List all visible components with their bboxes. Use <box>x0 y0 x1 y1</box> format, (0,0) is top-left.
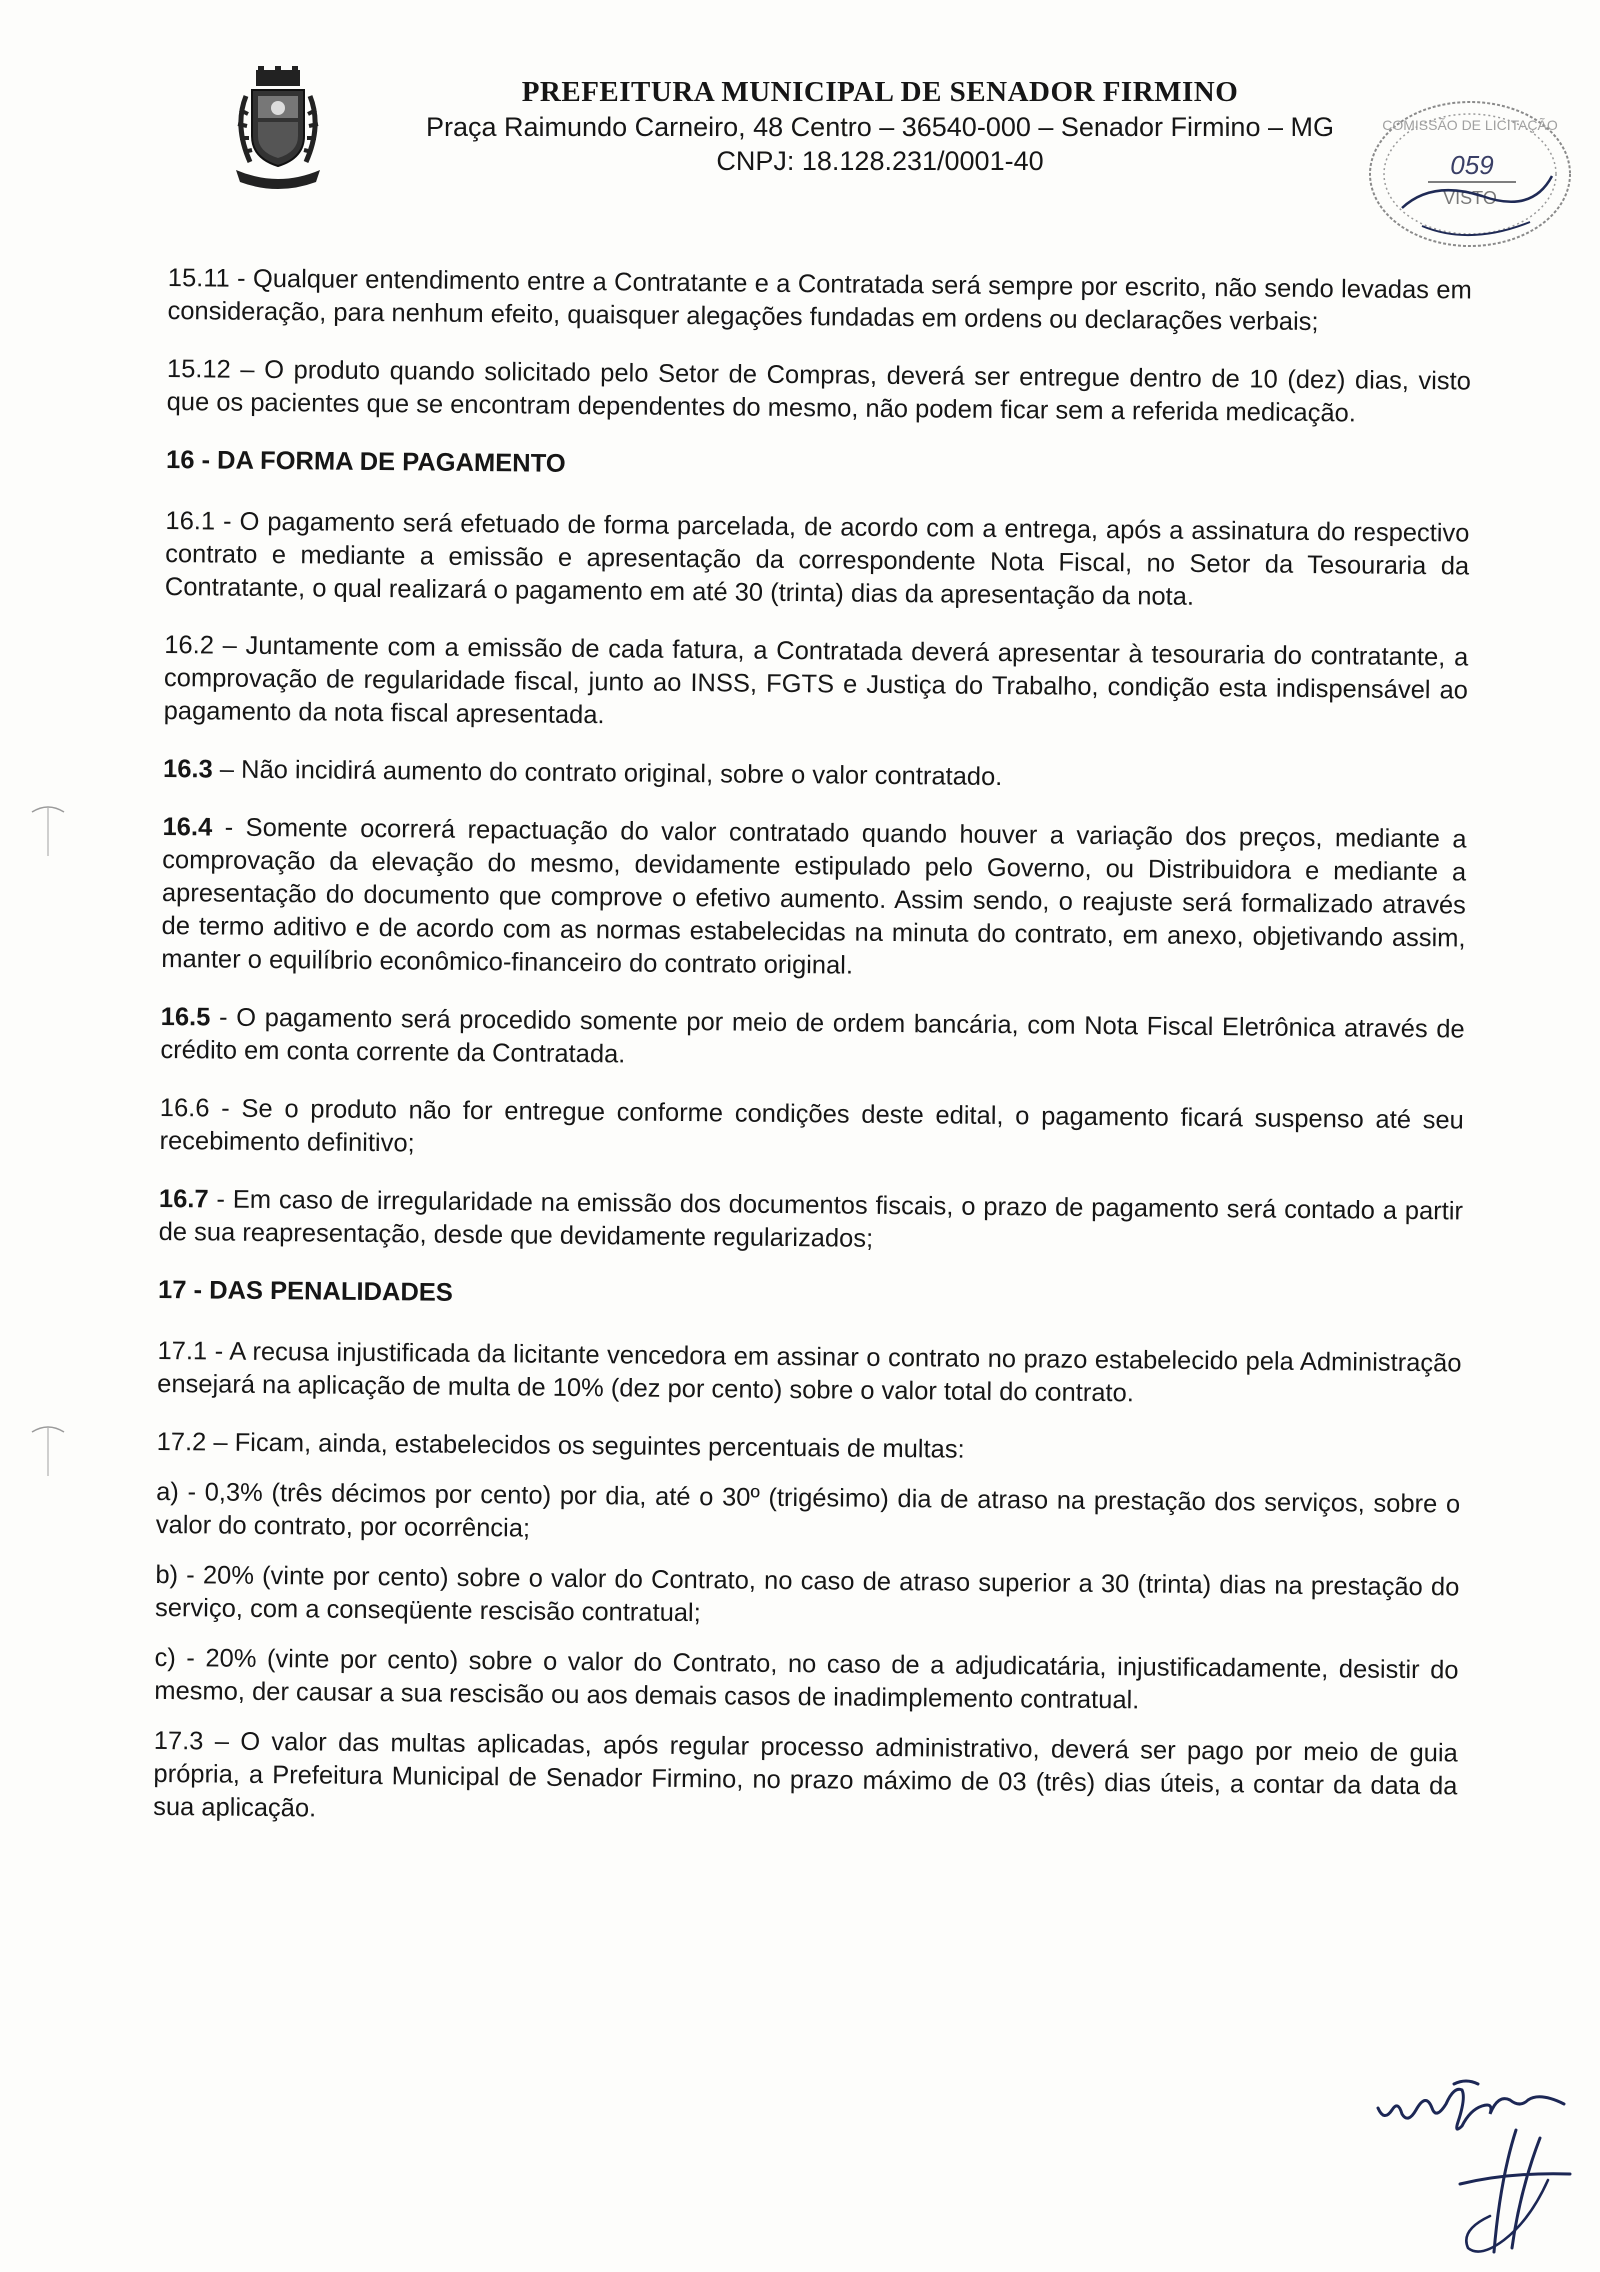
section-heading-17: 17 - DAS PENALIDADES <box>157 1275 453 1307</box>
clause-16-7: 16.7 - Em caso de irregularidade na emissão dos documentos fiscais, o prazo de pagamento será contado a partir de sua reapresentação, desde que devidamente regularizados; <box>158 1184 1464 1253</box>
commission-stamp <box>1362 96 1576 256</box>
municipality-name: PREFEITURA MUNICIPAL DE SENADOR FIRMINO <box>521 76 1239 108</box>
clause-17-2: 17.2 – Ficam, ainda, estabelecidos os seguintes percentuais de multas: <box>156 1427 965 1464</box>
stamp-number: 059 <box>1450 150 1494 180</box>
clause-17-1: 17.1 - A recusa injustificada da licitante vencedora em assinar o contrato no prazo estabelecido pela Administração ensejará na aplicação de multa de 10% (dez por cento) sobre o valor total do contrato. <box>157 1336 1462 1408</box>
clause-17-2-a: a) - 0,3% (três décimos por cento) por dia, até o 30º (trigésimo) dia de atraso na prestação dos serviços, sobre o valor do contrato, por ocorrência; <box>155 1477 1461 1543</box>
stamp-word: VISTO <box>1443 188 1497 208</box>
clause-15-11: 15.11 - Qualquer entendimento entre a Contratante e a Contratada será sempre por escrito, não sendo levadas em consideração, para nenhum efeito, quaisquer alegações fundadas em ordens ou declarações verbais; <box>167 263 1472 337</box>
clause-16-3: 16.3 – Não incidirá aumento do contrato original, sobre o valor contratado. <box>162 754 1003 792</box>
letterhead <box>0 0 1600 230</box>
municipality-cnpj: CNPJ: 18.128.231/0001-40 <box>716 146 1044 176</box>
municipality-address: Praça Raimundo Carneiro, 48 Centro – 36540-000 – Senador Firmino – MG <box>426 112 1334 142</box>
letterhead-text <box>380 74 1380 178</box>
punch-mark-icon <box>28 1420 68 1480</box>
clause-16-6: 16.6 - Se o produto não for entregue conforme condições deste edital, o pagamento ficará suspenso até seu recebimento definitivo; <box>159 1093 1464 1158</box>
clause-17-2-b: b) - 20% (vinte por cento) sobre o valor do Contrato, no caso de atraso superior a 30 (trinta) dias na prestação do serviço, com a conseqüente rescisão contratual; <box>154 1560 1460 1628</box>
municipal-coat-of-arms-icon <box>228 66 328 196</box>
clause-17-3: 17.3 – O valor das multas aplicadas, após regular processo administrativo, deverá ser pago por meio de guia própria, a Prefeitura Municipal de Senador Firmino, no prazo máximo de 03 (três) dias úteis, a contar da data da sua aplicação. <box>153 1726 1458 1823</box>
clause-16-4: 16.4 - Somente ocorrerá repactuação do valor contratado quando houver a variação dos preços, mediante a comprovação da elevação do mesmo, devidamente estipulado pelo Governo, ou Distribuidora e mediante a apresentação do documento que comprove o efetivo aumento. Assim sendo, o reajuste será formalizado através de termo aditivo e de acordo com as normas estabelecidas na minuta do contrato, em anexo, objetivando assim, manter o equilíbrio econômico-financeiro do contrato original. <box>161 812 1467 980</box>
clause-16-2: 16.2 – Juntamente com a emissão de cada fatura, a Contratada deverá apresentar à tesouraria do contratante, a comprovação de regularidade fiscal, junto ao INSS, FGTS e Justiça do Trabalho, condição esta indispensável ao pagamento da nota fiscal apresentada. <box>163 630 1469 730</box>
document-body <box>153 262 1472 1861</box>
stamp-ring-text: COMISSÃO DE LICITAÇÃO <box>1382 117 1558 133</box>
punch-mark-icon <box>28 800 68 860</box>
clause-17-2-c: c) - 20% (vinte por cento) sobre o valor do Contrato, no caso de a adjudicatária, injustificadamente, desistir do mesmo, der causar a sua rescisão ou aos demais casos de inadimplemento contratual. <box>154 1643 1459 1715</box>
clause-16-5: 16.5 - O pagamento será procedido somente por meio de ordem bancária, com Nota Fiscal Eletrônica através de crédito em conta corrente da Contratada. <box>160 1002 1465 1069</box>
handwritten-initial-signature-icon <box>1420 2120 1580 2260</box>
section-heading-16: 16 - DA FORMA DE PAGAMENTO <box>165 445 566 478</box>
clause-15-12: 15.12 – O produto quando solicitado pelo Setor de Compras, deverá ser entregue dentro de 10 (dez) dias, visto que os pacientes que se encontram dependentes do mesmo, não podem ficar sem a referida medicação. <box>166 354 1472 428</box>
clause-16-1: 16.1 - O pagamento será efetuado de forma parcelada, de acordo com a entrega, após a assinatura do respectivo contrato e mediante a emissão e apresentação da correspondente Nota Fiscal, no Setor da Tesouraria da Contratante, o qual realizará o pagamento em até 30 (trinta) dias da apresentação da nota. <box>164 506 1470 611</box>
